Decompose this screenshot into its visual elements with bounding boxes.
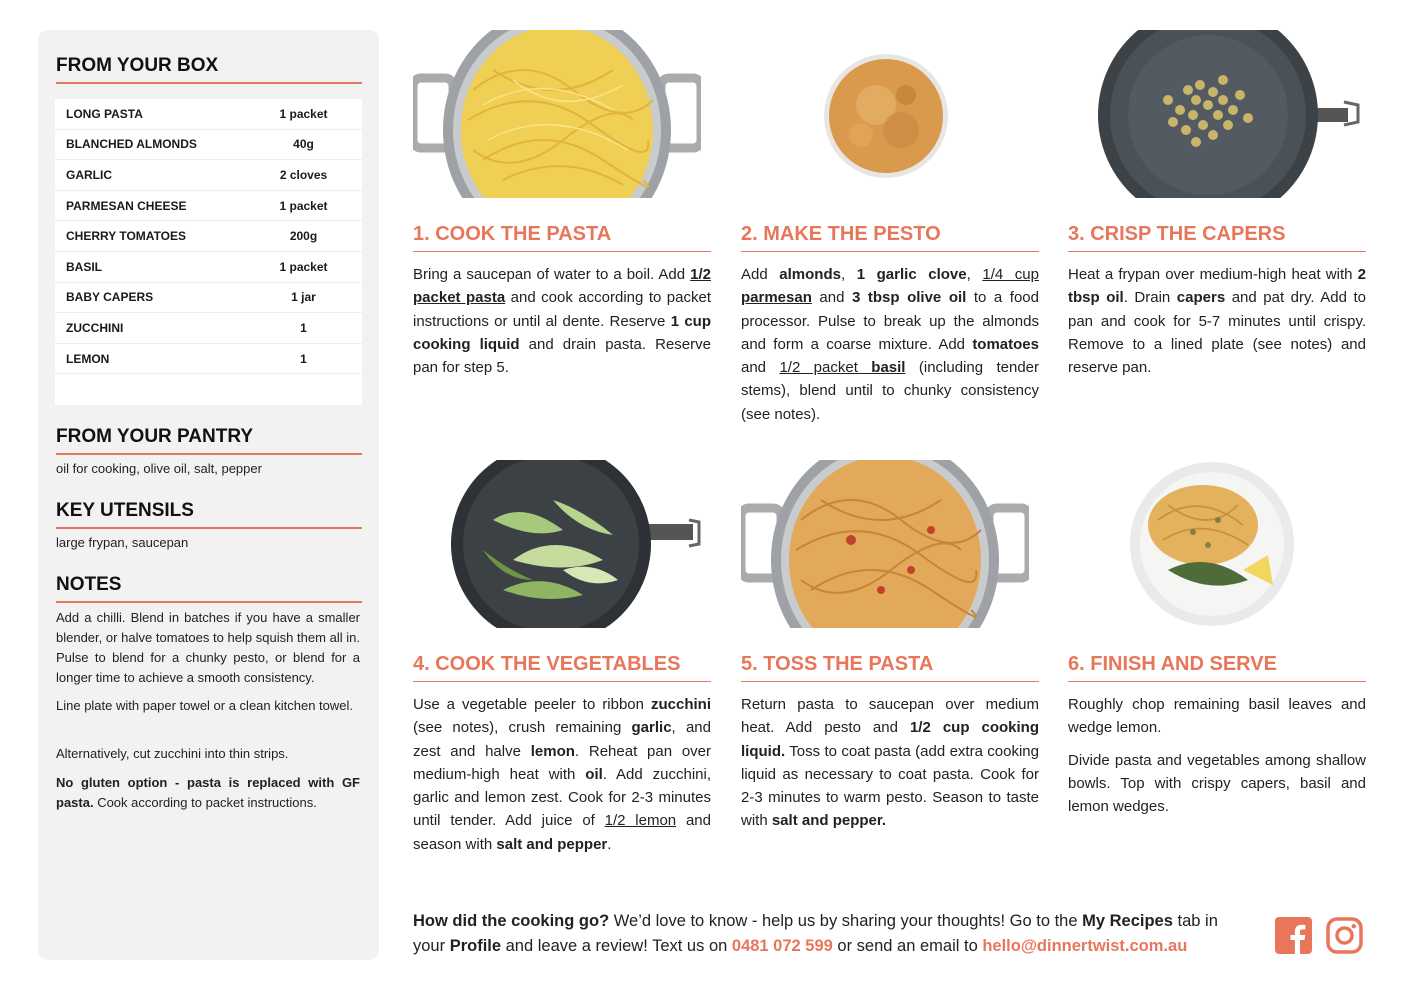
step-4-title: 4. COOK THE VEGETABLES xyxy=(413,653,711,682)
ingredient-name: ZUCCHINI xyxy=(66,320,124,335)
ingredient-row xyxy=(55,283,362,314)
ingredient-row xyxy=(55,160,362,191)
step-5-text: Return pasta to saucepan over medium heat. Add pesto and 1/2 cup cooking liquid. Toss to coat pasta (add extra cooking liquid as necessary to coat pasta. Cook for 2-3 minutes to warm pesto. Season to taste with salt and pepper. xyxy=(741,696,1039,830)
ingredient-qty: 1 xyxy=(300,351,307,366)
ingredient-name: CHERRY TOMATOES xyxy=(66,229,187,244)
step-1-text: Bring a saucepan of water to a boil. Add 1/2 packet pasta and cook according to packet instructions or until al dente. Reserve 1 cup cooking liquid and drain pasta. Reserve pan for step 5. xyxy=(413,266,711,377)
note-3: Alternatively, cut zucchini into thin strips. xyxy=(56,746,289,761)
feedback-footer: How did the cooking go? We’d love to know - help us by sharing your thoughts! Go to the My Recipes tab in your Profile and leave a review! Text us on 0481 072 599 or send an email to hello@dinnertwist.com.au xyxy=(413,912,1218,955)
ingredient-name: PARMESAN CHEESE xyxy=(66,198,187,213)
ingredient-row xyxy=(55,130,362,161)
step-3-text: Heat a frypan over medium-high heat with 2 tbsp oil. Drain capers and pat dry. Add to pan and cook for 5-7 minutes until crispy. Remove to a lined plate (see notes) and reserve pan. xyxy=(1068,266,1366,377)
ingredient-qty: 2 cloves xyxy=(279,167,328,182)
instagram-icon[interactable] xyxy=(1326,917,1363,954)
note-1: Add a chilli. Blend in batches if you have a smaller blender, or halve tomatoes to help squish them all in. Pulse to blend for a chunky pesto, or blend for a longer time to achieve a smooth consistency. xyxy=(56,610,360,685)
ingredient-name: LEMON xyxy=(66,351,110,366)
my-recipes-link[interactable]: My Recipes xyxy=(1082,912,1173,930)
pantry-text: oil for cooking, olive oil, salt, pepper xyxy=(56,461,262,476)
step-3-title: 3. CRISP THE CAPERS xyxy=(1068,223,1366,252)
step-1-title: 1. COOK THE PASTA xyxy=(413,223,711,252)
ingredients-table xyxy=(55,99,362,405)
note-4-rest: Cook according to packet instructions. xyxy=(93,795,317,810)
ingredient-row xyxy=(55,252,362,283)
note-4-bold: No gluten option - pasta is replaced with GF pasta. xyxy=(56,775,360,810)
ingredient-row xyxy=(55,221,362,252)
step-5-title: 5. TOSS THE PASTA xyxy=(741,653,1039,682)
ingredient-name: BASIL xyxy=(66,259,102,274)
step-4-photo xyxy=(413,460,701,628)
ingredient-name: LONG PASTA xyxy=(66,106,143,121)
step-5-photo xyxy=(741,460,1029,628)
step-2-text: Add almonds, 1 garlic clove, 1/4 cup parmesan and 3 tbsp olive oil to a food processor. Pulse to break up the almonds and form a coarse mixture. Add tomatoes and 1/2 packet basil (including tender stems), blend until to chunky consistency (see notes). xyxy=(741,266,1039,423)
ingredient-qty: 40g xyxy=(293,137,314,152)
phone-link[interactable]: 0481 072 599 xyxy=(731,937,833,955)
ingredient-name: BLANCHED ALMONDS xyxy=(66,137,197,152)
step-4-text: Use a vegetable peeler to ribbon zucchini (see notes), crush remaining garlic, and zest and halve lemon. Reheat pan over medium-high heat with oil. Add zucchini, garlic and lemon zest. Cook for 2-3 minutes until tender. Add juice of 1/2 lemon and season with salt and pepper. xyxy=(413,696,711,853)
from-your-box-heading: FROM YOUR BOX xyxy=(56,55,362,84)
profile-link[interactable]: Profile xyxy=(449,937,502,955)
step-2-photo xyxy=(741,30,1039,198)
step-6-photo xyxy=(1068,460,1366,628)
utensils-text: large frypan, saucepan xyxy=(56,535,189,550)
ingredient-row xyxy=(55,344,362,375)
ingredient-qty: 1 packet xyxy=(279,106,328,121)
ingredient-row xyxy=(55,313,362,344)
step-2-title: 2. MAKE THE PESTO xyxy=(741,223,1039,252)
note-2: Line plate with paper towel or a clean kitchen towel. xyxy=(56,698,354,713)
notes-heading: NOTES xyxy=(56,574,362,603)
note-4 xyxy=(56,773,360,813)
ingredient-qty: 1 jar xyxy=(291,290,316,305)
step-3-photo xyxy=(1068,30,1366,198)
ingredient-qty: 200g xyxy=(289,229,318,244)
step-6-text: Roughly chop remaining basil leaves and wedge lemon. Divide pasta and vegetables among shallow bowls. Top with crispy capers, basil and lemon wedges. xyxy=(1068,696,1366,816)
ingredient-qty: 1 xyxy=(300,320,307,335)
sidebar xyxy=(38,30,379,960)
ingredient-name: BABY CAPERS xyxy=(66,290,154,305)
facebook-icon[interactable] xyxy=(1275,917,1312,954)
from-your-pantry-heading: FROM YOUR PANTRY xyxy=(56,426,362,455)
ingredient-qty: 1 packet xyxy=(279,259,328,274)
step-6-title: 6. FINISH AND SERVE xyxy=(1068,653,1366,682)
ingredient-row xyxy=(55,191,362,222)
ingredient-row xyxy=(55,99,362,130)
ingredient-name: GARLIC xyxy=(66,167,112,182)
step-1-photo xyxy=(413,30,701,198)
ingredient-qty: 1 packet xyxy=(279,198,328,213)
email-link[interactable]: hello@dinnertwist.com.au xyxy=(982,937,1188,955)
key-utensils-heading: KEY UTENSILS xyxy=(56,500,362,529)
footer-question: How did the cooking go? xyxy=(413,912,610,930)
